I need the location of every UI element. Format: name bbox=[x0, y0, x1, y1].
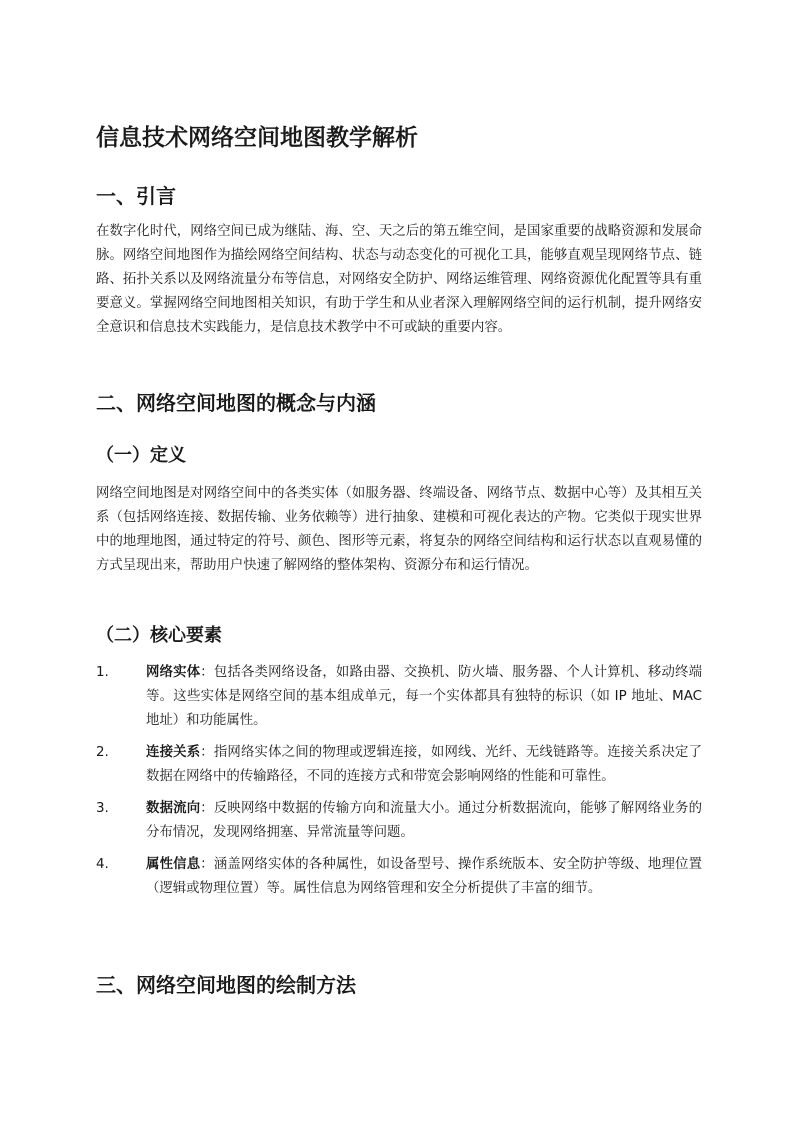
list-item-number: 4. bbox=[96, 857, 109, 872]
list-item-term: 网络实体 bbox=[146, 665, 201, 680]
list-item-number: 1. bbox=[96, 665, 109, 680]
list-item-text: 包括各类网络设备，如路由器、交换机、防火墙、服务器、个人计算机、移动终端等。这些实体是网络空间的基本组成单元，每一个实体都具有独特的标识（如 IP 地址、MAC 地址）和功能属性。 bbox=[146, 665, 703, 728]
list-item-text: 指网络实体之间的物理或逻辑连接，如网线、光纤、无线链路等。连接关系决定了数据在网络中的传输路径，不同的连接方式和带宽会影响网络的性能和可靠性。 bbox=[146, 745, 703, 784]
list-item-number: 2. bbox=[96, 745, 109, 760]
list-item-term: 数据流向 bbox=[146, 801, 201, 816]
list-item bbox=[96, 797, 702, 845]
core-elements-list bbox=[96, 661, 702, 901]
list-item-number: 3. bbox=[96, 801, 109, 816]
list-item-separator: ： bbox=[200, 745, 214, 760]
list-item-term: 属性信息 bbox=[146, 857, 201, 872]
list-item-term: 连接关系 bbox=[146, 745, 201, 760]
intro-paragraph: 在数字化时代，网络空间已成为继陆、海、空、天之后的第五维空间，是国家重要的战略资源和发展命脉。网络空间地图作为描绘网络空间结构、状态与动态变化的可视化工具，能够直观呈现网络节点、链路、拓扑关系以及网络流量分布等信息，对网络安全防护、网络运维管理、网络资源优化配置等具有重要意义。掌握网络空间地图相关知识，有助于学生和从业者深入理解网络空间的运行机制，提升网络安全意识和信息技术实践能力，是信息技术教学中不可或缺的重要内容。 bbox=[96, 224, 702, 335]
document-title: 信息技术网络空间地图教学解析 bbox=[96, 125, 418, 151]
subsection-heading-elements: （二）核心要素 bbox=[96, 625, 222, 646]
section-heading-concept: 二、网络空间地图的概念与内涵 bbox=[96, 391, 376, 415]
section-heading-intro: 一、引言 bbox=[96, 184, 176, 208]
section-heading-methods: 三、网络空间地图的绘制方法 bbox=[96, 973, 356, 997]
list-item bbox=[96, 853, 702, 901]
list-item bbox=[96, 661, 702, 733]
list-item-separator: ： bbox=[200, 665, 214, 680]
list-item bbox=[96, 741, 702, 789]
subsection-heading-definition: （一）定义 bbox=[96, 445, 186, 466]
definition-paragraph: 网络空间地图是对网络空间中的各类实体（如服务器、终端设备、网络节点、数据中心等）及其相互关系（包括网络连接、数据传输、业务依赖等）进行抽象、建模和可视化表达的产物。它类似于现实世界中的地理地图，通过特定的符号、颜色、图形等元素，将复杂的网络空间结构和运行状态以直观易懂的方式呈现出来，帮助用户快速了解网络的整体架构、资源分布和运行情况。 bbox=[96, 486, 702, 573]
list-item-separator: ： bbox=[200, 857, 214, 872]
list-item-text: 反映网络中数据的传输方向和流量大小。通过分析数据流向，能够了解网络业务的分布情况，发现网络拥塞、异常流量等问题。 bbox=[146, 801, 703, 840]
list-item-separator: ： bbox=[200, 801, 214, 816]
list-item-text: 涵盖网络实体的各种属性，如设备型号、操作系统版本、安全防护等级、地理位置（逻辑或物理位置）等。属性信息为网络管理和安全分析提供了丰富的细节。 bbox=[146, 857, 703, 896]
